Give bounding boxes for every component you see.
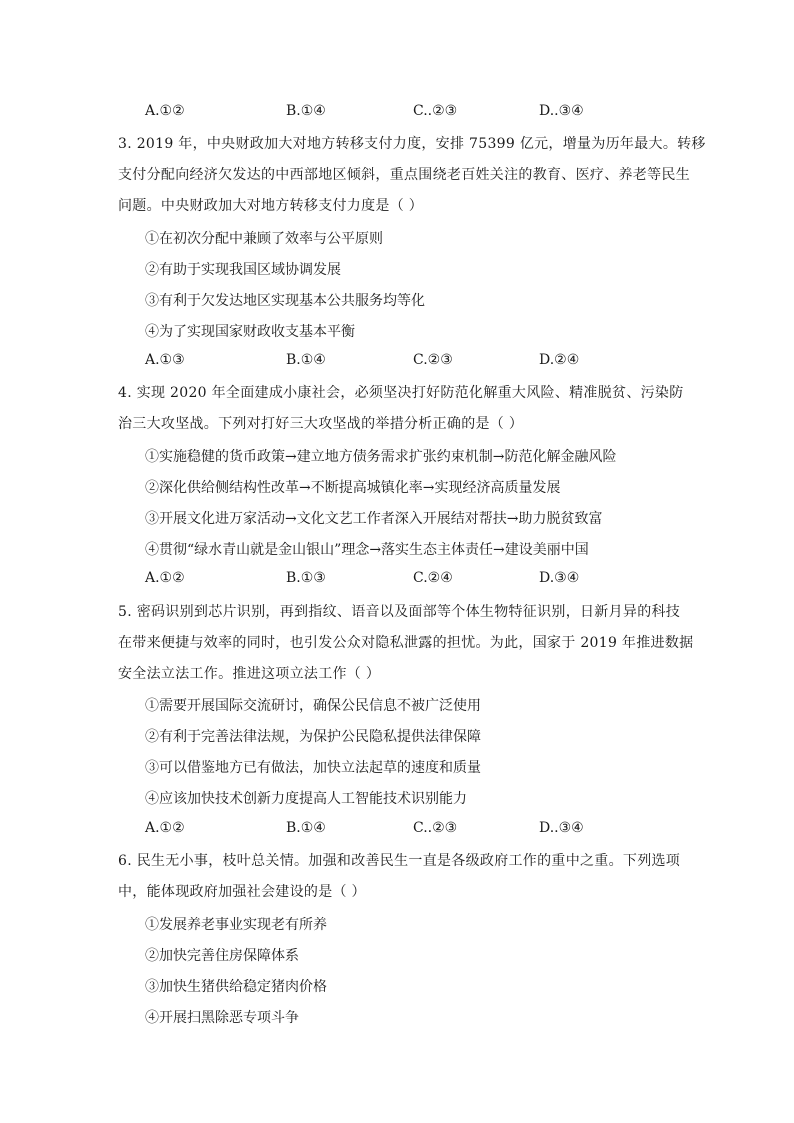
- q4-option-a[interactable]: A.①②: [145, 570, 185, 586]
- q2-option-d[interactable]: D..③④: [539, 103, 584, 119]
- q3-option-b[interactable]: B.①④: [286, 352, 326, 368]
- q4-stem-line-1: 4. 实现 2020 年全面建成小康社会，必须坚决打好防范化解重大风险、精准脱贫、污染防: [118, 385, 684, 401]
- q4-option-d[interactable]: D.③④: [539, 570, 580, 586]
- q2-option-c[interactable]: C..②③: [413, 103, 458, 119]
- q6-choice-2: ②加快完善住房保障体系: [145, 948, 299, 964]
- q4-stem-line-2: 治三大攻坚战。下列对打好三大攻坚战的举措分析正确的是（ ）: [118, 416, 524, 432]
- q4-option-c[interactable]: C.②④: [413, 570, 453, 586]
- q5-option-c[interactable]: C..②③: [413, 820, 458, 836]
- q3-stem-line-1: 3. 2019 年，中央财政加大对地方转移支付力度，安排 75399 亿元，增量为历年最大。转移: [118, 136, 706, 152]
- q6-stem-line-2: 中，能体现政府加强社会建设的是（ ）: [118, 884, 366, 900]
- q6-choice-3: ③加快生猪供给稳定猪肉价格: [145, 979, 327, 995]
- q3-option-c[interactable]: C.②③: [413, 352, 453, 368]
- q4-choice-2: ②深化供给侧结构性改革→不断提高城镇化率→实现经济高质量发展: [145, 480, 561, 496]
- q2-options: [145, 103, 665, 123]
- q3-choice-4: ④为了实现国家财政收支基本平衡: [145, 324, 355, 340]
- q3-choice-2: ②有助于实现我国区域协调发展: [145, 262, 341, 278]
- q4-option-b[interactable]: B.①③: [286, 570, 326, 586]
- q5-choice-3: ③可以借鉴地方已有做法，加快立法起草的速度和质量: [145, 760, 481, 776]
- q4-choice-4: ④贯彻“绿水青山就是金山银山”理念→落实生态主体责任→建设美丽中国: [145, 542, 589, 558]
- q5-stem-line-1: 5. 密码识别到芯片识别，再到指纹、语音以及面部等个体生物特征识别，日新月异的科技: [118, 604, 681, 620]
- q5-option-d[interactable]: D..③④: [539, 820, 584, 836]
- q3-stem-line-3: 问题。中央财政加大对地方转移支付力度是（ ）: [118, 198, 424, 214]
- q2-option-a[interactable]: A.①②: [145, 103, 185, 119]
- q5-option-b[interactable]: B.①④: [286, 820, 326, 836]
- q5-stem-line-2: 在带来便捷与效率的同时，也引发公众对隐私泄露的担忧。为此，国家于 2019 年推进数据: [118, 635, 694, 651]
- q5-stem-line-3: 安全法立法工作。推进这项立法工作（ ）: [118, 666, 381, 682]
- q4-choice-3: ③开展文化进万家活动→文化文艺工作者深入开展结对帮扶→助力脱贫致富: [145, 511, 603, 527]
- q6-stem-line-1: 6. 民生无小事，枝叶总关情。加强和改善民生一直是各级政府工作的重中之重。下列选项: [118, 853, 681, 869]
- q3-choice-1: ①在初次分配中兼顾了效率与公平原则: [145, 231, 383, 247]
- q4-choice-1: ①实施稳健的货币政策→建立地方债务需求扩张约束机制→防范化解金融风险: [145, 449, 617, 465]
- q5-options: [145, 820, 665, 840]
- q6-choice-4: ④开展扫黑除恶专项斗争: [145, 1010, 299, 1026]
- q5-choice-4: ④应该加快技术创新力度提高人工智能技术识别能力: [145, 791, 467, 807]
- q4-options: [145, 570, 665, 590]
- q5-option-a[interactable]: A.①②: [145, 820, 185, 836]
- q3-option-d[interactable]: D.②④: [539, 352, 580, 368]
- q3-option-a[interactable]: A.①③: [145, 352, 185, 368]
- q2-option-b[interactable]: B.①④: [286, 103, 326, 119]
- q5-choice-1: ①需要开展国际交流研讨，确保公民信息不被广泛使用: [145, 698, 481, 714]
- q5-choice-2: ②有利于完善法律法规，为保护公民隐私提供法律保障: [145, 729, 481, 745]
- q6-choice-1: ①发展养老事业实现老有所养: [145, 917, 327, 933]
- q3-stem-line-2: 支付分配向经济欠发达的中西部地区倾斜，重点围绕老百姓关注的教育、医疗、养老等民生: [118, 167, 690, 183]
- q3-choice-3: ③有利于欠发达地区实现基本公共服务均等化: [145, 293, 425, 309]
- q3-options: [145, 352, 665, 372]
